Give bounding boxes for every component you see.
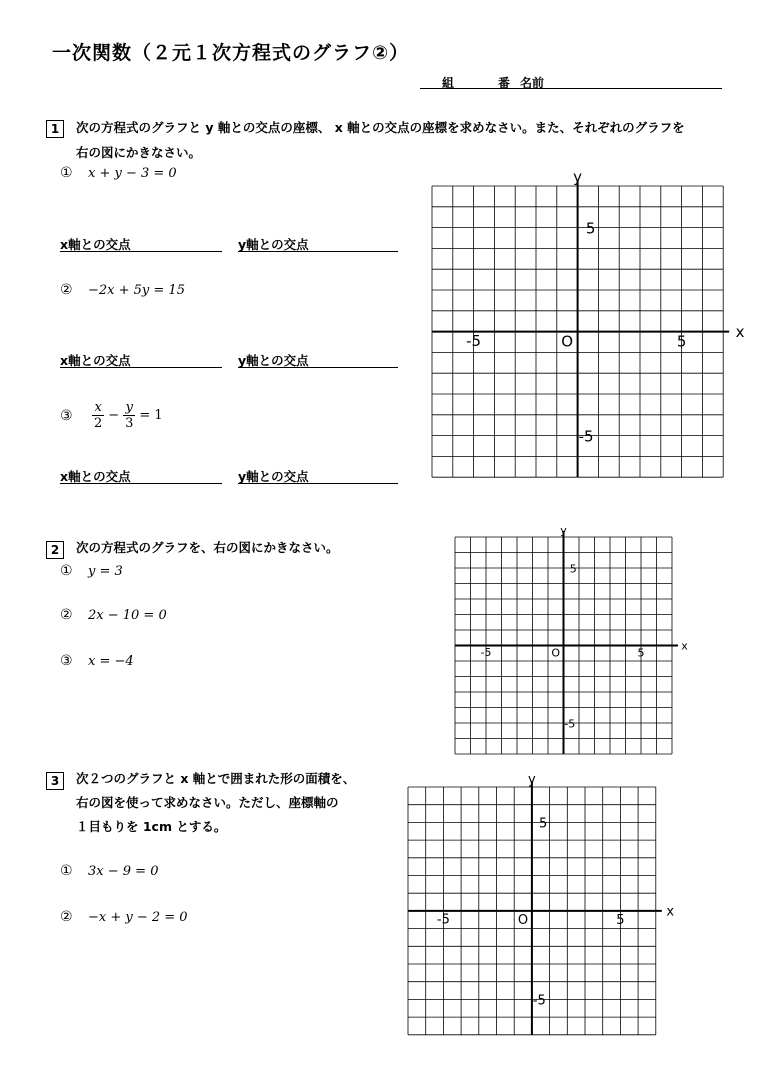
q3-instruction-line1: 次２つのグラフと x 軸とで囲まれた形の面積を、 — [76, 771, 356, 786]
number-label: 番 — [498, 76, 511, 90]
q2-item-3: ③ x = −4 — [60, 653, 134, 669]
graph-q1[interactable] — [432, 168, 745, 477]
q2-number: 2 — [46, 539, 64, 559]
q1-item-1: ① x + y − 3 = 0 — [60, 165, 177, 181]
x-tick-label-neg5: -5 — [466, 331, 482, 350]
x-axis-label: x — [666, 904, 675, 920]
q1-2-x-intercept-answer[interactable]: x軸との交点 — [60, 351, 222, 368]
graph-q3[interactable] — [408, 772, 674, 1034]
x-tick-label-neg5: -5 — [480, 645, 492, 659]
y-tick-label-neg5: -5 — [532, 993, 546, 1009]
x-axis-label: x — [681, 639, 688, 653]
q1-1-x-intercept-answer[interactable]: x軸との交点 — [60, 235, 222, 252]
name-label: 名前 — [520, 76, 545, 90]
q3-instruction-line3: １目もりを 1cm とする。 — [76, 819, 227, 834]
y-tick-label-neg5: -5 — [564, 717, 576, 731]
x-tick-label-pos5: 5 — [676, 332, 687, 351]
q2-item-2: ② 2x − 10 = 0 — [60, 607, 167, 623]
q3-item-2: ② −x + y − 2 = 0 — [60, 909, 188, 925]
fraction-x-over-2: $\frac{x}{2}$ — [93, 400, 103, 431]
q1-3-x-intercept-answer[interactable]: x軸との交点 — [60, 467, 222, 484]
x-tick-label-pos5: 5 — [616, 912, 625, 928]
q3-number: 3 — [46, 770, 64, 790]
q3-instruction-line2: 右の図を使って求めなさい。ただし、座標軸の — [76, 795, 339, 810]
origin-label: O — [561, 332, 574, 351]
x-axis-label: x — [735, 322, 745, 341]
x-tick-label-pos5: 5 — [637, 646, 645, 660]
q1-item-2: ② −2x + 5y = 15 — [60, 282, 185, 298]
q1-1-y-intercept-answer[interactable]: y軸との交点 — [238, 235, 398, 252]
q1-item-3: ③ $\frac{x}{2}$ − $\frac{y}{3}$ = 1 — [60, 400, 163, 431]
x-tick-label-neg5: -5 — [436, 912, 450, 928]
y-tick-label-pos5: 5 — [538, 816, 548, 832]
y-axis-label: y — [560, 523, 567, 537]
q2-instruction: 次の方程式のグラフを、右の図にかきなさい。 — [76, 540, 339, 555]
q1-2-y-intercept-answer[interactable]: y軸との交点 — [238, 351, 398, 368]
origin-label: O — [517, 912, 529, 928]
fraction-y-over-3: $\frac{y}{3}$ — [125, 400, 134, 431]
y-tick-label-neg5: -5 — [578, 427, 594, 446]
origin-label: O — [551, 646, 561, 660]
q1-number: 1 — [46, 118, 64, 138]
q1-3-y-intercept-answer[interactable]: y軸との交点 — [238, 467, 398, 484]
y-tick-label-pos5: 5 — [569, 562, 577, 576]
y-axis-label: y — [573, 167, 583, 186]
q2-item-1: ① y = 3 — [60, 563, 123, 579]
q3-item-1: ① 3x − 9 = 0 — [60, 863, 159, 879]
class-label: 組 — [442, 76, 455, 90]
graph-q2[interactable] — [455, 524, 688, 754]
q1-instruction-line2: 右の図にかきなさい。 — [76, 145, 202, 160]
q1-instruction-line1: 次の方程式のグラフと y 軸との交点の座標、 x 軸との交点の座標を求めなさい。また、それぞれのグラフを — [76, 120, 685, 135]
y-axis-label: y — [528, 772, 536, 788]
page-title: 一次関数（２元１次方程式のグラフ②） — [52, 42, 410, 64]
y-tick-label-pos5: 5 — [585, 219, 596, 238]
